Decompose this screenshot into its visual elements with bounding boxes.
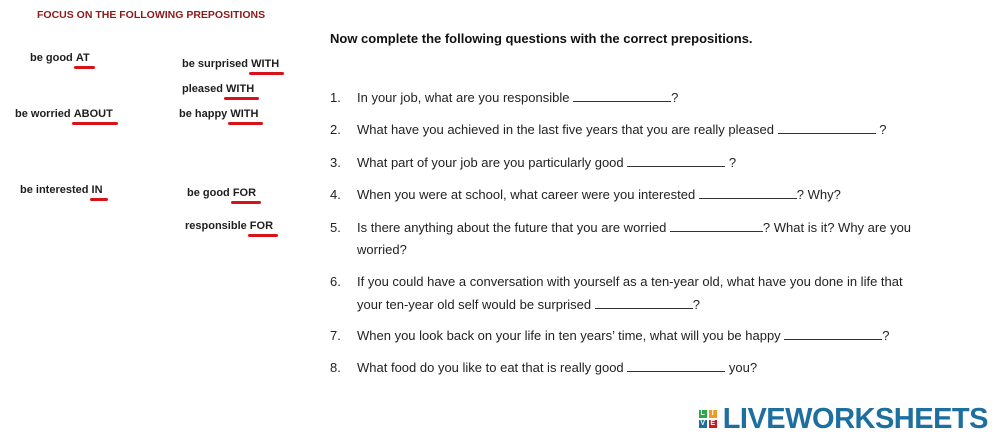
preposition-keyword: IN — [91, 184, 103, 196]
preposition-item: be surprised WITH — [182, 58, 280, 70]
question-6: 6. If you could have a conversation with yourself as a ten-year old, what have you done in life that your ten-year old self would be surprised ? — [330, 274, 903, 312]
preposition-keyword: WITH — [226, 83, 255, 95]
preposition-keyword: FOR — [249, 220, 274, 232]
answer-blank-4[interactable] — [699, 187, 797, 199]
preposition-keyword: ABOUT — [73, 108, 113, 120]
preposition-keyword: FOR — [232, 187, 257, 199]
preposition-item: responsible FOR — [185, 220, 274, 232]
preposition-item: pleased WITH — [182, 83, 255, 95]
preposition-keyword: WITH — [251, 58, 280, 70]
logo-text: LIVEWORKSHEETS — [722, 402, 988, 435]
answer-blank-5[interactable] — [670, 220, 763, 232]
preposition-item: be good FOR — [187, 187, 257, 199]
question-4: 4. When you were at school, what career were you interested ? Why? — [330, 187, 841, 202]
preposition-item: be happy WITH — [179, 108, 259, 120]
liveworksheets-logo[interactable] — [699, 402, 988, 436]
preposition-item: be good AT — [30, 52, 90, 64]
preposition-item: be interested IN — [20, 184, 103, 196]
answer-blank-3[interactable] — [627, 155, 725, 167]
instructions: Now complete the following questions with the correct prepositions. — [330, 31, 753, 46]
question-2: 2. What have you achieved in the last five years that you are really pleased ? — [330, 122, 887, 137]
question-5: 5. Is there anything about the future that you are worried ? What is it? Why are you worried? — [330, 220, 912, 257]
answer-blank-6[interactable] — [595, 297, 693, 309]
answer-blank-7[interactable] — [784, 328, 882, 340]
answer-blank-1[interactable] — [573, 90, 671, 102]
question-7: 7. When you look back on your life in ten years’ time, what will you be happy ? — [330, 328, 890, 343]
question-3: 3. What part of your job are you particularly good ? — [330, 155, 737, 170]
answer-blank-2[interactable] — [778, 122, 876, 134]
focus-title: FOCUS ON THE FOLLOWING PREPOSITIONS — [37, 9, 266, 21]
answer-blank-8[interactable] — [627, 360, 725, 372]
preposition-item: be worried ABOUT — [15, 108, 113, 120]
preposition-keyword: AT — [75, 52, 90, 64]
question-1: 1. In your job, what are you responsible ? — [330, 90, 679, 105]
question-8: 8. What food do you like to eat that is really good you? — [330, 360, 758, 375]
logo-mark-icon: L I V E — [700, 410, 716, 427]
preposition-keyword: WITH — [230, 108, 259, 120]
